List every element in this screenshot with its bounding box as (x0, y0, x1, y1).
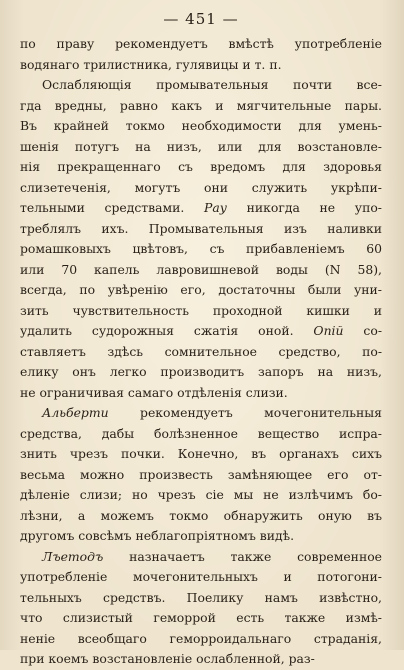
text-line (20, 321, 382, 342)
text-line: Ослабляющія промывательныя почти все- (42, 77, 382, 92)
text-line: всегда, по увѣренію его, достаточны были уни- (20, 282, 382, 297)
text-line: шенія потугъ на низъ, или для возстановле- (20, 138, 382, 154)
italic-name: Опій (313, 323, 344, 338)
paragraph (20, 547, 382, 670)
text-line: знить чрезъ почки. Конечно, въ органахъ сихъ (20, 446, 382, 461)
text-line (20, 198, 382, 219)
text-line: по праву рекомендуетъ вмѣстѣ употребленіе (20, 36, 382, 51)
text-line (20, 403, 382, 424)
line-text: никогда не упо- (226, 200, 382, 215)
text-line: употребленіе мочегонительныхъ и потогони- (20, 569, 382, 584)
paragraph (20, 75, 382, 403)
text-line: треблялъ ихъ. Промывательныя изъ наливки (20, 220, 382, 236)
text-line: или 70 капель лавровишневой воды (N 58), (20, 261, 382, 277)
line-text: удалить судорожныя сжатія оной. (20, 323, 314, 338)
line-text: тельными средствами. (20, 200, 205, 215)
text-line: слизетеченія, могутъ они служить укрѣпи- (20, 179, 382, 195)
text-line: другомъ совсѣмъ неблагопріятномъ видѣ. (20, 528, 295, 543)
text-line: при коемъ возстановленіе ослабленной, раз- (20, 651, 315, 666)
body-text (20, 34, 382, 670)
line-text: со- (343, 323, 382, 338)
page-number: — 451 — (163, 10, 239, 28)
text-line: зить чувствительность проходной кишки и (20, 302, 382, 318)
text-line: что слизистый геморрой есть также измѣ- (20, 610, 382, 625)
paragraph (20, 34, 382, 75)
text-line: весьма можно произвесть замѣняющее его от- (20, 466, 382, 482)
paragraph (20, 403, 382, 547)
text-line: тельныхъ средствъ. Поелику намъ извѣстно, (20, 589, 382, 605)
text-line: не ограничивая самаго отдѣленія слизи. (20, 384, 288, 400)
text-line: водянаго трилистника, гулявицы и т. п. (20, 56, 282, 72)
line-text: назначаетъ также современное (103, 548, 382, 564)
text-line: елику онъ легко производитъ запоръ на низъ, (20, 364, 382, 379)
text-line: неніе всеобщаго геморроидальнаго страданія, (20, 630, 382, 646)
text-line: Въ крайней токмо необходимости для умень- (20, 118, 382, 133)
italic-name: Рау (204, 200, 227, 215)
text-line: нія прекращеннаго съ вредомъ для здоровья (20, 159, 382, 174)
text-line: ставляетъ здѣсь сомнительное средство, по- (20, 343, 382, 359)
italic-name: Лъетодъ (42, 548, 104, 564)
text-line: лѣзни, а можемъ токмо обнаружить оную въ (20, 507, 382, 523)
line-text: рекомендуетъ мочегонительныя (108, 405, 382, 420)
text-line (20, 547, 382, 568)
text-line: ромашковыхъ цвѣтовъ, съ прибавленіемъ 60 (20, 241, 382, 256)
text-line: гда вредны, равно какъ и мягчительные пары. (20, 97, 382, 113)
text-line: средства, дабы болѣзненное вещество испра- (20, 425, 382, 441)
text-line: дѣленіе слизи; но чрезъ сіе мы не излѣчимъ бо- (20, 487, 382, 502)
italic-name: Альберти (42, 405, 109, 420)
